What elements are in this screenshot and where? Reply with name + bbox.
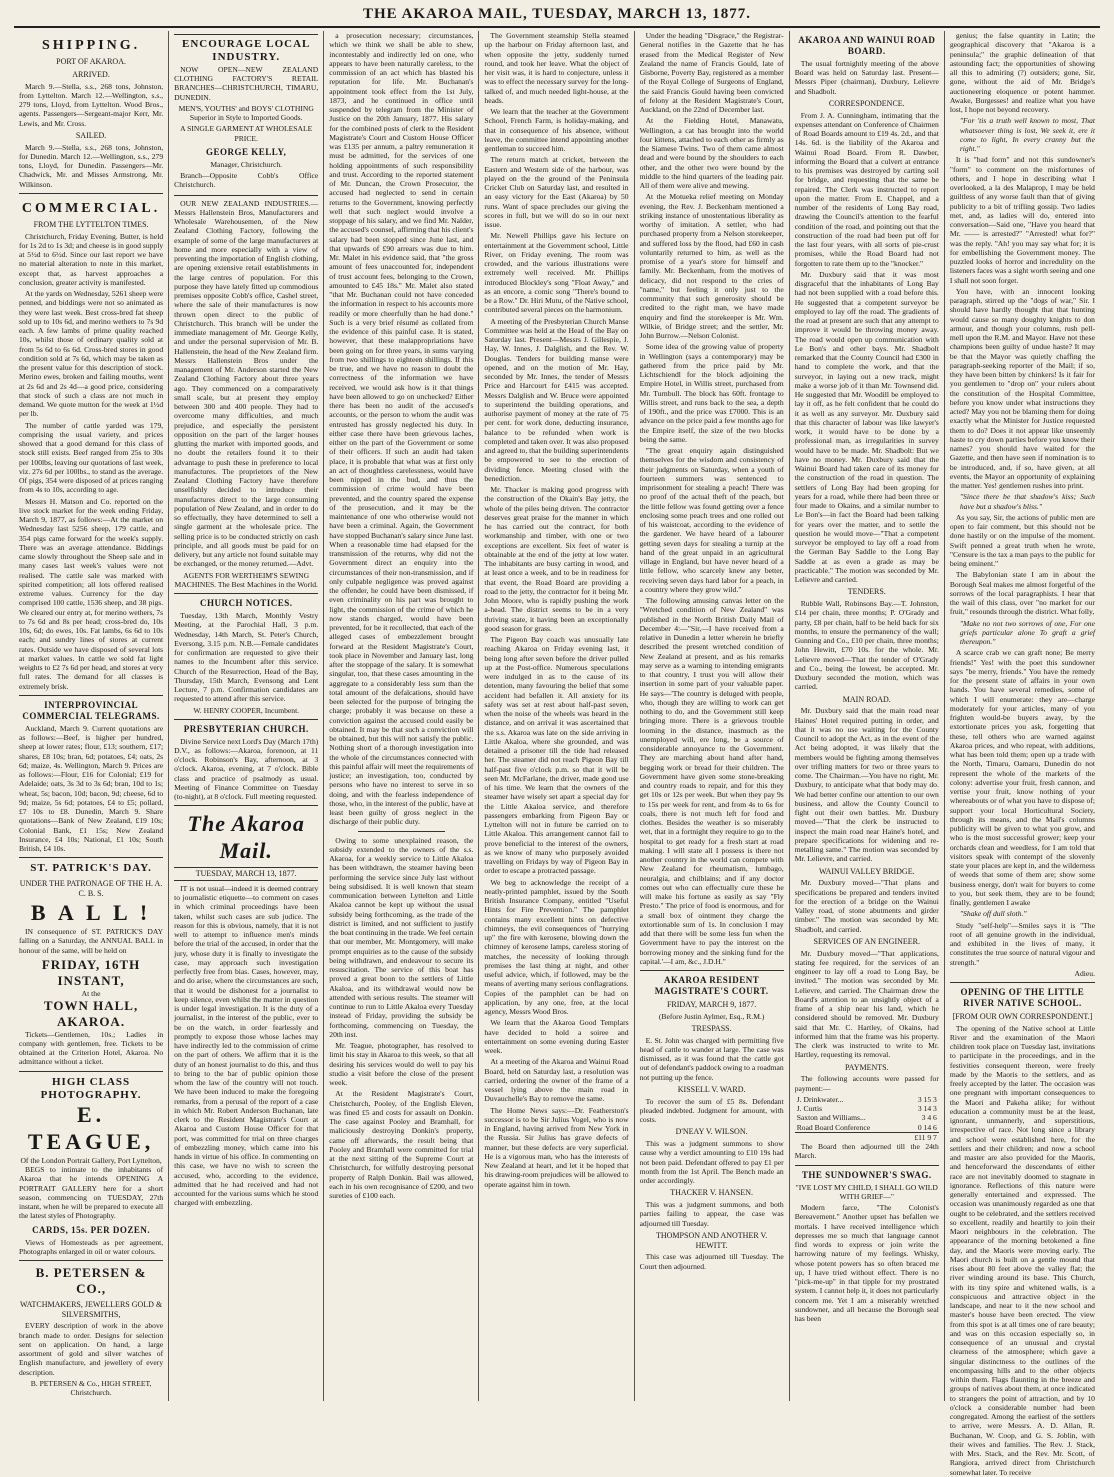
sailed-heading: SAILED.	[75, 130, 107, 140]
rm-case-text: This case was adjourned till Tuesday. The Court then adjourned.	[639, 1252, 784, 1271]
column-4	[479, 31, 634, 1401]
news-paragraph: Under the heading "Disgrace," the Registrar-General notifies in the Gazette that he has erased from the Medical Register of New Zealand the name of Francis Gould, late of Gisborne, Poverty Bay, registered as a member of the Royal College of Surgeons of England, the said Francis Gould having been convicted of felony at the Resident Magistrate's Court, Auckland, on the 22nd of December last.	[639, 31, 784, 114]
verse: "Shake off dull sloth."	[959, 909, 1027, 919]
payment-name: J. Drinkwater...	[796, 1094, 844, 1104]
correspondence-heading: CORRESPONDENCE.	[828, 98, 905, 108]
engineer-text: Mr. Duxbury moved—"That applications, stating fee required, for the services of an engineer to lay off a road to Long Bay, be invited." The motion was seconded by Mr. Lelievre, and carried. The Chairman drew the Board's attention to an unsightly object of a frame of a ship near his land, which he considered should be removed. Mr. Duxbury said that Mr. C. Hartley, of Okains, had informed him that the frame was his property. The clerk was instructed to write to Mr. Hartley, requesting its removal.	[794, 948, 939, 1060]
news-paragraph: Mr. Teague, photographer, has resolved to limit his stay in Akaroa to this week, so that all desiring his services would do well to pay his studio a visit before the close of the present week.	[329, 1041, 474, 1087]
news-paragraph: "The great enquiry again distinguished themselves for the wisdom and consistency of their judgments on Saturday, when a youth of fourteen summers was sentenced to imprisonment for stealing a peach! There was no proof of the actual theft of the peach, but the little fellow was found getting over a fence enclosing some peach trees and one rolled out of his waistcoat, according to the evidence of the gardener. We have heard of a labourer getting seven days for stealing a turnip at the hand of the great unpaid in an agricultural village in England, but have never heard of a little fellow, who scarcely knew any better, receiving seven days hard labor for a peach, in a country where they grow wild."	[639, 446, 784, 594]
news-paragraph: We learn that the Akaroa Good Templars have decided to hold a soiree and entertainment on some evening during Easter week.	[484, 1018, 629, 1055]
column-2	[169, 31, 324, 1401]
payments-row	[795, 1095, 939, 1104]
paper-dateline: TUESDAY, MARCH 13, 1877.	[174, 867, 318, 881]
rm-case-heading: KISSELL V. WARD.	[677, 1084, 746, 1094]
swag-heading: THE SUNDOWNER'S SWAG.	[801, 1169, 932, 1180]
presbyterian-text: Divine Service next Lord's Day (March 17th) D.V., as follows:—Akaroa, forenoon, at 11 o'clock. Robinson's Bay, afternoon, at 3 o'clock. Akaroa, evening, at 7 o'clock. Bible class and practice of psalmody as usual. Meeting of Finance Committee on Tuesday (to-night), at 8 o'clock. Full meeting requested.	[174, 736, 319, 802]
sewing-machines-ad: AGENTS FOR WERTHEIM'S SEWING MACHINES. The Best Machines in the World.	[174, 570, 318, 589]
main-road-text: Mr. Duxbury said that the main road near Haines' Hotel required putting in order, and that it was no use waiting for the County Council to adopt the Act, as in the event of the Act being adopted, it was likely that the members would be fighting among themselves over trifling matters for two or three years to come. The Chairman.—You have no right, Mr. Duxbury, to anticipate what that body may do. We had better confine our attention to our own business, and allow the County Council to fight out their own battles. Mr. Duxbury moved—"That the clerk be instructed to inspect the main road near Haine's hotel, and prepare specifications for widening and re-metalling same." The motion was seconded by Mr. Lelievre, and carried.	[794, 706, 939, 864]
clothing-ad-branch: Branch—Opposite Cobb's Office Christchurch.	[174, 171, 319, 190]
rm-court-date: FRIDAY, MARCH 9, 1877.	[666, 999, 757, 1009]
clothing-ad-name: GEORGE KELLY,	[206, 146, 287, 157]
main-road-heading: MAIN ROAD.	[842, 694, 891, 704]
news-paragraph: We learn that the teacher at the Government School, French Farm, is holiday-making, and that in consequence of his absence, without leave, the committee intend appointing another gentleman to succeed him.	[484, 107, 629, 153]
port-heading: PORT OF AKAROA.	[56, 57, 126, 67]
paper-title: The Akaroa Mail.	[187, 811, 305, 864]
divider	[19, 1260, 163, 1261]
editorial-text: IT is not usual—indeed it is deemed contrary to journalistic etiquette—to comment on cases in which criminal proceedings have been taken, whilst such cases are sub judice. The reason for this is obvious, namely, that it is not well to attempt to influence men's minds before the trial of the accused, in order that the jury, whose duty it is finally to investigate the case, may approach such investigation perfectly free from bias. Cases, however, may, and do arise, where the circumstances are such, that it would be dishonest for a journalist to keep silence, even whilst the matter in question is under legal investigation. It is the duty of a journalist, in the interest of the public, ever to be on the watch, in order fearlessly and promptly to expose those whose laches may have indirectly led to the commission of crime on the part of others. We affirm that it is the duty of an honest journalist to do this, and thus to bring to the bar of public opinion those whom the law of the country will not touch. We have been induced to make the foregoing remarks, from a perusal of the report of a case in which Mr. Robert Anderson Buchanan, late clerk to the Resident Magistrate's Court at Akaroa and Custom House Officer for that port, was committed for trial on three charges of embezzling money, which came into his hands in virtue of his office. In commenting on this case, we have no wish to screen the accused, who, according to the evidence, admitted that he had received and had not accounted for the various sums which he stood charged with embezzling.	[174, 883, 319, 1208]
clothing-ad-text: A SINGLE GARMENT AT WHOLESALE PRICE.	[180, 124, 313, 143]
commercial-paragraph: Messrs H. Matson and Co. reported on the live stock market for the week ending Friday, March 9, 1877, as follows:—At the market on Wednesday last 5256 sheep, 179 cattle, and 354 pigs came forward for the week's supply. There was an average attendance. Biddings came slowly throughout the Sheep sale and in many cases last week's values were not realised. The cattle sale was marked with spirited competition; all lots offered realised extreme values. Currency for the day comprised 100 cattle, 1536 sheep, and 38 pigs. We cleared our entry at, for merino wethers, 7s to 7s 6d and 8s per head; cross-bred do, 10s 10s, 6d; do ewes, 10s. Fat lambs, 6s 6d to 10s each; and sundry lines of stores at current rates. Outside we have disposed of several lots at market values. In cattle we sold fat light weights to £2 7s 6d per head, and stores at very full rates. The demand for all classes is extremely brisk.	[19, 496, 164, 691]
divider	[174, 719, 318, 720]
ball-text: IN consequence of ST. PATRICK'S DAY falling on a Saturday, the ANNUAL BALL in honour of the same, will be held on	[19, 927, 164, 955]
petersen-sub: WATCHMAKERS, JEWELLERS GOLD & SILVERSMITHS,	[19, 1299, 163, 1319]
stpatrick-patronage: UNDER THE PATRONAGE OF THE H. A. C. B. S.	[19, 878, 163, 898]
payments-row	[795, 1113, 939, 1122]
news-paragraph: Mr. Thacker is making good progress with the construction of the Okain's Bay jetty, the whole of the piles being driven. The contractor deserves great praise for the manner in which he has carried out the contract, for both workmanship and timber, with one or two exceptions are excellent. Six feet of water is obtainable at the end of the jetty at low water. The inhabitants are busy carting in wood, and at least once a week, and to be in readiness for that event, the Road Board are providing a road to the jetty, the contractor for it being Mr. John Moore, who is rapidly pushing the work a-head. The district seems to be in a very thriving state, it having been an exceptionally good season for grass.	[484, 485, 629, 633]
divider	[19, 193, 163, 194]
swag-sign: Adieu.	[1074, 968, 1095, 978]
photo-name: E. TEAGUE,	[27, 1102, 155, 1155]
clothing-ad-text: MEN'S, YOUTHS' and BOYS' CLOTHING Superior in Style to Imported Goods.	[178, 103, 314, 123]
rm-case-text: This was a judgment summons, and both parties failing to appear, the case was adjourned till Tuesday.	[639, 1200, 784, 1228]
payment-amount: 0 14 6	[917, 1122, 937, 1132]
news-paragraph: We beg to acknowledge the receipt of a neatly-printed pamphlet, issued by the South British Insurance Company, entitled "Useful Hints for Fire Prevention." The pamphlet contains many excellent hints on defective chimneys, the evil consequences of "hurrying up" the fire with kerosene, blowing down the chimney of kerosene lamps, careless storing of matches, the necessity of looking through premises the last thing at night, and other useful advice, which, if followed, may be the means of averting many serious conflagrations. Copies of the pamphlet can be had on application, by any one, free, at the local agency, Messrs Wood Bros.	[484, 877, 629, 1016]
rm-trespass-text: E. St. John was charged with permitting five head of cattle to wander at large. The case was dismissed, as it was found that the cattle got out of defendant's paddock owing to a roadman not putting up the fence.	[639, 1035, 784, 1082]
rm-case-heading: THOMPSON AND ANOTHER V. HEWITT.	[655, 1230, 768, 1250]
ball-heading: B A L L !	[30, 900, 152, 926]
clothing-ad-text: NOW OPEN—NEW ZEALAND CLOTHING FACTORY'S RETAIL BRANCHES—CHRISTCHURCH, TIMARU, DUNEDIN.	[174, 64, 319, 102]
news-paragraph: Mr. Newell Phillips gave his lecture on entertainment at the Government school, Little River, on Friday evening. The room was crowded, and the various illustrations were extremely well received. Mr. Phillips introduced Blockley's song "Float Away," and as an encore, a comic song "There's bound to be a Row." Dr. Hiri Mutu, of the Native school, contributed several pieces on the harmonium.	[484, 231, 629, 315]
news-paragraph: The Home News says:—Dr. Featherston's successor is to be Sir Julius Vogel, who is now in England, having arrived from New York in the Russia. Sir Julius has grave defects of manner, but these defects are very superficial. He is a vigorous man, who has the interests of New Zealand at heart, and let it be hoped that his drawing-room prejudices will be allowed to operate against him in town.	[484, 1105, 629, 1189]
divider	[795, 1165, 939, 1166]
verse: "For 'tis a truth well known to most, That whatsoever thing is lost, We seek it, ere it come to light, In every cranny but the right."	[959, 116, 1095, 153]
swag-paragraph: It is "bad form" and not this sundowner's "form" to comment on the misfortunes of others, and I hope in describing what I overlooked, a la des Malaprop, I may be held guiltless of any worse fault than that of giving publicity to a bit of trifling gossip. Two ladies met, and, as ladies will do, entered into conversation—Said one, "Have you heard that Mr. —— is arrested?" "Arrested! what for?" was the reply. "Ah! you may say what for; it is for embellishing the Government money. The puzzled looks of horror and incredulity on the listeners faces was a sight worth seeing and one I shall not soon forget.	[949, 155, 1095, 285]
ball-at: At the	[81, 988, 101, 998]
arrived-text: March 9.—Stella, s.s., 268 tons, Johnston, from Lyttelton. March 12.—Wellington, s.s., 279 tons, Lloyd, from Lyttelton. Wood Bros., agents. Passengers—Sergeant-major Kerr, Mr. Lewis, and Mr. Cross.	[19, 81, 164, 128]
petersen-sign: B. PETERSEN & Co., HIGH STREET, Christchurch.	[30, 1378, 152, 1398]
divider	[640, 970, 784, 971]
rm-case-text: To recover the sum of £5 8s. Defendant pleaded indebted. Judgment for amount, with costs.	[639, 1096, 784, 1125]
sailed-text: March 9.—Stella, s.s., 268 tons, Johnston, for Dunedin. March 12.—Wellington, s.s., 279 tons, Lloyd, for Dunedin. Passengers—Mr. Chadwick, Mr. and Misses Armstrong, Mr. Wilkinson.	[19, 142, 164, 189]
commercial-paragraph: The number of cattle yarded was 179, comprising the usual variety, and prices showed that a good demand for this class of stock still exists. Beef ranged from 25s to 30s per 100lbs, leaving our quotations of last week, viz. 27s 6d per 100lbs., to stand as the average. Of pigs, 354 were disposed of at prices ranging from 4s to 10s, according to age.	[19, 420, 164, 495]
wainui-bridge-text: Mr. Duxbury moved—"That plans and specifications be prepared and tenders invited for the erection of a bridge on the Wainui Valley road, of stone abutments and girder timber." The motion was seconded by Mr. Shadbolt, and carried.	[794, 878, 939, 934]
petersen-text: EVERY description of work in the above branch made to order. Designs for selection sent on application. On hand, a large assortment of gold and silver watches of English manufacture, and jewellery of every description.	[19, 1321, 164, 1377]
news-paragraph: At the Fielding Hotel, Manawatu, Wellington, a cat has brought into the world four kittens, attached to each other as firmly as the Siamese Twins. Two of them came almost dead and were bound by the shoulders to each other, and the other two were bound by the middle to the hind quarters of the leading pair. All of them were alive and mewing.	[639, 116, 784, 190]
arrived-heading: ARRIVED.	[72, 69, 110, 79]
rm-case-heading: THACKER V. HANSEN.	[670, 1188, 754, 1198]
verse: "Since there be that shadow's kiss; Such have but a shadow's bliss."	[959, 492, 1095, 511]
payment-amount: 3 4 6	[921, 1113, 937, 1123]
rm-trespass-heading: TRESPASS.	[691, 1023, 732, 1033]
payments-table	[795, 1095, 939, 1142]
intercolonial-heading: INTERPROVINCIAL COMMERCIAL TELEGRAMS.	[22, 699, 160, 721]
payment-amount: 3 15 3	[917, 1094, 937, 1104]
swag-paragraph: You have, with an innocent looking paragraph, stirred up the "dogs of war," Sir. I should have hardly thought that that hunting would cause so many doughty knights to don armour, and though your columns, rush pell-mell upon the R.M. and Mayor. Have not these champions been guilty of undue haste? It may be that the Mayor was quietly chaffing the paragraph-seeking reporter of the Mail; if so, they have been bitten by chinkers! Is it fair for you gentlemen to "drop on" your rulers about the constitution of the Hospital Committee, before you know under what instructions they acted? May you not be blaming them for doing exactly what the Minister for Justice requested them to do? Does it not appear like unseemly haste to cry down parties before you know their names? you should have waited for the Gazette, and then have seen if nomination is to be introduced, and, if so, have given, at all events, the Mayor an opportunity of explaining the matter. Yes! gentlemen rushes into print.	[949, 286, 1095, 490]
rm-court-before: (Before Justin Aylmer, Esq., R.M.)	[658, 1011, 765, 1021]
commercial-paragraph: At the yards on Wednesday, 5261 sheep were penned, and biddings were not so animated as they were last week. Best cross-bred fat sheep sold up to 10s 6d, and merino wethers to 7s 9d each. A few lambs of prime quality reached 10s, whilst those of ordinary quality sold at from 5s 6d to 6s 6d. Cross-bred stores in good condition sold at 7s 6d, which may be taken as the present value for this description of stock. Merino ewes, broken and failing mouths, went at 2s 6d and 2s 4d—a good price, considering that stock of such a class are not much in demand. We quote mutton for the week at 1½d per lb.	[19, 289, 164, 419]
masthead: THE AKAROA MAIL, TUESDAY, MARCH 13, 1877.	[14, 4, 1100, 28]
clothing-ad	[174, 34, 318, 196]
engineer-heading: SERVICES OF AN ENGINEER.	[813, 936, 921, 946]
stpatrick-heading: ST. PATRICK'S DAY.	[30, 862, 152, 875]
divider	[950, 982, 1095, 983]
news-paragraph: At the Motueka relief meeting on Monday evening, the Rev. J. Beckenham mentioned a striking instance of unostentatious liberality as worthy of imitation. A settler, who had purchased property from a Nelson storekeeper, and suffered loss by the flood, had £60 in cash voluntarily returned to him, as well as the promise of a year's store for himself and family. Mr. Beckenham, from the motives of delicacy, did not respond to the cries of "name," but feeling it only just to the community that such generosity should be credited to the right man, we have made enquiry and find the storekeeper is Mr. Wm. Wilkie, of Bridge street; and the settler, Mr. John Burrow.—Nelson Colonist.	[639, 192, 784, 340]
column-7	[945, 31, 1100, 1477]
presbyterian-heading: PRESBYTERIAN CHURCH.	[183, 723, 309, 734]
columns	[14, 31, 1100, 1477]
column-5	[635, 31, 790, 1401]
column-1	[14, 31, 169, 1401]
commercial-subheading: FROM THE LYTTELTON TIMES.	[33, 219, 149, 229]
petersen-heading: B. PETERSEN & CO.,	[35, 1265, 147, 1297]
road-board-heading: AKAROA AND WAINUI ROAD BOARD.	[798, 35, 936, 56]
payments-heading: PAYMENTS.	[844, 1062, 889, 1072]
news-paragraph: At the Resident Magistrate's Court, Christchurch, Pooley, of the English Eleven, was fined £5 and costs for assault on Donkin. The case against Pooley and Bramhall, for maliciously destroying Donkin's property, came off afterwards, the result being that Pooley and Bramhall were committed for trial at the next sitting of the Supreme Court at Christchurch, for wilfully destroying personal property of Ralph Donkin. Bail was allowed, each in his own recognisance of £200, and two sureties of £100 each.	[329, 1089, 474, 1200]
verse: "Make no not two sorrows of one, For one griefs particular alone To graft a grief thereupon."	[959, 618, 1095, 646]
native-school-sub: [FROM OUR OWN CORRESPONDENT.]	[952, 1011, 1093, 1021]
news-paragraph: The return match at cricket, between the Eastern and Western side of the harbour, was played on the the ground of the Peninsula Cricket Club on Saturday last, and resulted in an easy victory for the East (Akaroa) by 50 runs. Want of space precludes our giving the scores in full, but we will do so in our next issue.	[484, 155, 629, 229]
church-heading: CHURCH NOTICES.	[199, 598, 293, 609]
adjourned-text: The Board then adjourned till the 24th March.	[794, 1142, 939, 1161]
rm-case-text: This was a judgment summons to show cause why a verdict amounting to £10 19s had not been paid. Defendant offered to pay £1 per month from the 1st April. The Bench made an order accordingly.	[639, 1139, 784, 1186]
swag-continued: genius; the false quantity in Latin; the geographical discovery that "Akaroa is a peninsula;" the graphic delineation of that astounding fact; the opportunities of showing all this to admiring (?) outsiders; gone, Sir, gone, without the aid of Mr. Bridge's auctioneering eloquence or potent hammer. Awake, Burgesses! and realize what you have lost, I hope not beyond recovery.	[949, 31, 1095, 114]
photo-text: BEGS to intimate to the inhabitants of Akaroa that he intends OPENING A PORTRAIT GALLERY here for a short season, commencing on TUESDAY, 27th instant, when he will be prepared to execute all the latest styles of Photography.	[19, 1165, 164, 1221]
rm-court-heading: AKAROA RESIDENT MAGISTRATE'S COURT.	[654, 975, 769, 996]
swag-paragraph: A scarce crab we can graft none; Be merry friends!" Yes! with the poet this sundowner says "be merry, friends." You have the remedy for the present state of affairs in your own hands. You have several remedies, some of which I will enumerate: they are—charge moderately for your articles, many of you frighten would-be buyers away, by the extortionate prices you ask, forgetting that these, tell others who are warned against Akaroa prices, and who repeat, with additions, what has been told them; open up a trade with the North, Timaru, Oamaru, Dunedin do not represent the whole of the markets of the colony: advertise your fruit, fresh cannon, and vertise your fruit, know nothing of your whereabouts or of what you have to dispose of; support your local Horticultural Society, through its means, and the Mail's columns publicity will be given to what you grow, and who is the most successful grower; keep your orchards clean and weedless, for I am told that visitors speak with contempt of the slovenly state your places are kept in, and the wilderness of weeds that some of them are; show some business energy, don't wait for buyers to come to you, but seek them, they are to be found; finally, gentlemen I awake	[949, 648, 1095, 907]
shipping-heading: SHIPPING.	[41, 38, 141, 53]
news-paragraph: Some idea of the growing value of property in Wellington (says a contemporary) may be gathered from the price paid by Mr. Lichtschiendl for the block adjoining the Empire Hotel, in Willis street, purchased from Mr. Turnbull. The block has 60ft. frontage to Willis street, and runs back to the sea, a depth of 190ft., and the price was £7000. This is an advance on the price paid a few months ago for the Empire itself, the size of the two blocks being the same.	[639, 342, 784, 444]
ball-tickets: Tickets—Gentlemen, 10s.; Ladies in company with gentlemen, free. Tickets to be obtained at the Criterion Hotel, Akaroa. No admittance without a ticket.	[19, 1029, 164, 1067]
industries-paragraph: OUR NEW ZEALAND INDUSTRIES.—Messrs Hallenstein Bros, Manufacturers and Wholesale Warehousemen, of the New Zealand Clothing Factory, following the example of some of the large manufacturers at home and more especially with a view of preventing the importation of English clothing, are opening extensive retail establishments in the large centres of population. For this purpose they have lately fitted up commodious premises opposite Cobb's office, Cashel street, where the sale of their manufactures is now thrown open direct to the public of Christchurch. This branch will be under the immediate management of Mr. George Kelly, and under the personal supervision of Mr. B. Hallenstein, the head of the New Zealand firm. Messrs Hallenstein Bros under the management of Mr. Anderson started the New Zealand Clothing Factory about three years ago. They commenced on a comparatively small scale, but at present they employ between 300 and 400 people. They had to overcome many difficulties, and much prejudice, and especially the persistent opposition on the part of the larger houses glutting the market with imported goods, and no doubt the retailers found it to their advantage to push these in preference to local manufactures. The proprietors of the New Zealand Clothing Factory have therefore unselfishly decided to introduce their manufactures direct to the large consuming population of New Zealand, and in order to do so effectually, they have determined to sell a single garment at the wholesale price. The selling price is to be conducted strictly on cash principle, and all goods must be paid for on delivery, but any article not found suitable may be exchanged, or the money returned.—Advt.	[174, 198, 319, 569]
payments-total: £11 9 7	[899, 1132, 939, 1142]
photo-price: CARDS, 15s. PER DOZEN.	[32, 1224, 151, 1235]
tenders-heading: TENDERS.	[847, 587, 886, 597]
church-sign: W. HENRY COOPER, Incumbent.	[193, 705, 300, 715]
tenders-text: Rubble Wall, Robinsons Bay.—T. Johnston, £14 per chain, three months; P. O'Grady and party, £8 per chain, half to be held back for six months, to ensure the permanency of the wall; Gunning and Co., £10 per chain, three months; John Hewitt, £70 10s. for the whole. Mr. Lelievre moved—That the tender of O'Grady and Co., being the lowest, be accepted. Mr. Duxbury seconded the motion, which was carried.	[794, 599, 939, 692]
column-3	[324, 31, 479, 1401]
road-board-discussion: Mr. Duxbury said that it was most disgraceful that the inhabitants of Long Bay had not been supplied with a road before this. He suggested that a competent surveyor be employed to lay off the road. The gradients of the road at present are such that any attempt to improve it would be throwing money away. The road would open up communication with Le Bon's and other bays. Mr. Shadbolt remarked that the County Council had £300 in hand to complete the work, and that the surveyor, in laying out a new track, might make a worse job of it than Mr. Townsend did. He suggested that Mr. Woodill be employed to lay it off, as he felt confident that he could do it as well as any surveyor. Mr. Duxbury said that this character of labour was like lawyer's work, it would have to be done by a professional man, as irregularities in survey would have to be made. Mr. Shadbolt: But we have no money. Mr. Duxbury said that the Wainui Board had taken care of its money for the construction of the road in question. The settlers of Long Bay had been groping for years for a road, while there had been three or four made to Okains, and a similar number to Le Bon's—in fact the Board had been talking for years over the matter, and to settle the question he would move—"That a competent surveyor be employed to lay off a road from the German Bay Saddle to the Long Bay Saddle at as even a grade as may be practicable." The motion was seconded by Mr. Lelievre and carried.	[794, 269, 939, 585]
photo-sub: Of the London Portrait Gallery, Port Lyttelton,	[20, 1155, 162, 1165]
payment-name: Road Board Conference	[796, 1122, 871, 1132]
native-school-text: The opening of the Native school at Little River and the examination of the Maori children took place on Tuesday last, invitations to participate in the proceedings, and in the festivities consequent thereon, were freely made by the Maoris to the settlers, and as freely accepted by the latter. The occasion was one pregnant with important consequences to the Maori and Pakeha alike; for without education a community must be at the least, ignorant, unmannerly, and superstitious, irrespective of race. Not long since a library and school were established here, for the settlers and their children; and now a school and master are also provided for the Maoris, and henceforward the descendants of either race are not inevitably doomed to stagnate in ignorance. Reflections of this nature were generally entertained and expressed. The occasion was unanimously regarded as one that ought to be celebrated, and the settlers received so excellent, readily and heartily to join their Maori neighbours in the celebration. The appearance of the morning betokened a fine day, and the Maoris were moving early. The Maori church is built on a gentle mound that rises about 80 feet above the valley flat; the river winding around its base. This Church, with its tiny spire and whitened walls, is a conspicuous and attractive object in the landscape, and near to it the new school and master's house have been erected. The view from this spot is at all times one of rare beauty; and was on this occasion especially so, in consequence of an unusual and crystal clearness of the atmosphere; which gave a singular distinctness to the outlines of the encompassing hills and to the other objects within them. Flags flaunting in the breeze and groups of natives about them, at once indicated to strangers the point of attraction, and by 10 o'clock a considerable number had been congregated. Among the earliest of the settlers to arrive, were Messrs. A. D. Allan, R. Buchanan, W. Coop, and G. S. Joblin, with their wives and families. The Rev. J. Stack, with Mrs. Stack, and the Rev. Mr. Scott, of Rangiora, arrived direct from Christchurch somewhat later. To receive	[949, 1023, 1095, 1477]
divider	[19, 1071, 163, 1072]
payments-row	[795, 1104, 939, 1113]
road-board-text: The usual fortnightly meeting of the above Board was held on Saturday last. Present—Messrs Piper (chairman), Duxbury, Lelievre and Shadbolt.	[794, 58, 939, 96]
clothing-ad-role: Manager, Christchurch.	[210, 159, 283, 169]
photo-views: Views of Homesteads as per agreement, Photographs enlarged in oil or water colours.	[19, 1237, 164, 1256]
news-paragraph: A meeting of the Presbyterian Church Manse Committee was held at the Head of the Bay on Saturday last. Present—Messrs J. Gillespie, J. Hay, W. Innes, J. Dalglish, and the Rev. W. Douglas. Tenders for building manse were opened, and on the motion of Mr. Hay, seconded by Mr. Innes, the tender of Messrs Price and Harcourt for £415 was accepted. Messrs Dalglish and W. Bruce were appointed to superintend the building operations, and authorise payment of money at the rate of 75 per cent. for work done, deducting insurance, balance to be refunded when work is completed and taken over. It was also proposed and agreed to, that the building superintendents be empowered to see to the erection of dividing fence. Meeting closed with the benediction.	[484, 316, 629, 483]
divider	[358, 831, 444, 832]
divider	[174, 805, 318, 806]
ball-venue: TOWN HALL, AKAROA.	[43, 997, 139, 1029]
commercial-heading: COMMERCIAL.	[21, 200, 161, 216]
photo-heading: HIGH CLASS PHOTOGRAPHY.	[40, 1075, 142, 1101]
divider	[174, 593, 318, 594]
payments-total-row	[795, 1132, 939, 1142]
news-paragraph: At a meeting of the Akaroa and Wainui Road Board, held on Saturday last, a resolution was carried, ordering the owner of the frame of a vessel lying above the main road in Duvauchelle's Bay to remove the same.	[484, 1057, 629, 1104]
swag-paragraph: The Babylonian state I am in about the Borough Seal makes me almost forgetful of the sorrows of the local paragraphists. I hear that the wail of this class, over "no market for our fruit," resounds through the district. What folly,	[949, 570, 1095, 617]
clothing-ad-heading: ENCOURAGE LOCAL INDUSTRY.	[182, 38, 311, 64]
swag-paragraph: As you say, Sir, the actions of public men are open to fair comment, but this should not be done hastily or on the impulse of the moment. Swift penned a great truth when he wrote, "Censure is the tax a man pays to the public for being eminent."	[949, 512, 1095, 568]
news-paragraph: The following amusing canvas letter on the "Wretched condition of New Zealand" was published in the North British Daily Mail of December 4:—"Sir,—I have received from a relative in Dunedin a letter wherein he briefly described the present wretched condition of New Zealand at present, and as his remarks may serve as a warning to intending emigrants to that country, I trust you will allow their insertion in some part of your valuable paper. He says—'The country is deluged with people, who, though they are willing to work can get nothing to do, and the Government still keep bringing more. There is a grievous trouble looming in the distance, inasmuch as the unemployed will, ere long, be a source of considerable annoyance to the Government. They are marching about hand after hand, begging work or bread for their children. The Government have given some stone-breaking and country roads to repair, and for this they get 10s or 12s per week. But when they pay 9s to 15s per week for rent, and from 4s to 6s for coals, there is not much left for food and clothes. Besides the weather is so miserably wet, that in a fortnight they require to go to the hospital to get ready for a fresh start at road making. I will state all I possess is there not another country in the world can compete with New Zealand for rheumatism, lumbago, neuralgia, and chilblains; and if any doctor comes out who can effectually cure these he will make his fortune as easily as say "Fly Presto." The price of food is enormous, and for a small box of ointment they charge the extortionable sum of 1s. In conclusion I may add that there will be some less fun when the Government have to pay the interest on the borrowing money and the sinking fund for the capital.'—I am, &c., J.D.H."	[639, 596, 784, 966]
column-6	[790, 31, 945, 1401]
swag-text: Modern farce, "The Colonist's Bereavement." Another upset has befallen we mortals. I have received intelligence which depresses me so much that language cannot find words to express or join write the harrowing nature of my feelings. Whisky, whose potent powers has so often braced me up, I have tried without effect. There is no "pick-me-up" in that tipple for my prostrated system. I cannot help it, it does not particularly concern me. Yet I am a miserably wretched sundowner, and all because the Borough seal has been	[794, 1203, 939, 1324]
news-paragraph: The Government steamship Stella steamed up the harbour on Friday afternoon last, and when opposite the jetty, suddenly turned round, and took her leave. What the object of her visit was, it is hard to conjecture, unless it was to effect the necessary survey for the long-talked of, and much needed light-house, at the heads.	[484, 31, 629, 105]
payment-name: J. Curtis	[796, 1104, 823, 1114]
native-school-heading: OPENING OF THE LITTLE RIVER NATIVE SCHOOL.	[960, 987, 1085, 1008]
intercolonial-text: Auckland, March 9. Current quotations are as follows:—Beef, is higher per hundred, sheep at lower rates; flour, £13; southern, £17; shares, £8 10s; bran, 6d; potatoes, £4; oats, 2s 6d; maize, 4s. Wellington, March 9. Prices are as follows:—Flour, £16 for Colonial; £19 for Adelaide; oats, 3s 3d to 3s 6d; bran, 10d to 1s; wheat, 5s; bacon, 10d; bacon, 9d; cheese, 6d to 9d; maize, 5s 6d; potatoes, £4 to £5; pollard, £7 10s to £8. Dunedin, March 9. Share quotations—Bank of New Zealand, £19 10s; Colonial Bank, £1 15s; New Zealand Insurance, £4 10s; National, £1 10s; South British, £4 10s.	[19, 723, 164, 854]
wainui-bridge-heading: WAINUI VALLEY BRIDGE.	[818, 866, 915, 876]
swag-paragraph: Study "self-help"—Smiles says it is "The root of all genuine growth in the individual, and exhibited in the lives of many, it constitutes the true source of natural vigour and strength."	[949, 920, 1095, 967]
divider	[19, 695, 163, 696]
divider	[19, 857, 163, 858]
payments-row	[795, 1123, 939, 1133]
commercial-paragraph: Christchurch, Friday Evening. Butter, is held for 1s 2d to 1s 3d; and cheese is in good supply at 5½d to 6½d. Since our last report we have no material alteration to note in this market, except that, as harvest approaches a conclusion, greater activity is manifested.	[19, 231, 164, 287]
news-paragraph: Owing to some unexplained reason, the subsidy extended to the owners of the s.s. Akaroa, for a weekly service to Little Akaloa has been withdrawn, the steamer having been performing the service since July last without being subsidised. It is well known that steam communication between Lyttelton and Little Akaloa cannot be kept up without the usual subsidy being forthcoming, as the trade of the district is limited, and not sufficient to justify the boat continuing in the trade. We feel certain that our member, Mr. Montgomery, will make prompt enquiries as to the cause of the subsidy being withdrawn, and endeavour to secure its resuscitation. The service of this boat has proved a great boon to the settlers of Little Akaloa, and its withdrawal would now be attended with serious results. The steamer will continue to run to Little Akaloa every Tuesday instead of Friday, providing the subsidy be forthcoming, commencing on Tuesday, the 20th inst.	[329, 835, 474, 1039]
rm-case-heading: D'NEAY V. WILSON.	[675, 1127, 748, 1137]
correspondence-text: From J. A. Cunningham, intimating that the expenses attendant on Conference of Chairmen of Road Boards amount to £19 4s. 2d., and that 14s. 6d. is the liability of the Akaroa and Wainui Road Board. From R. Dawber, informing the Board that a culvert at entrance to his premises was destroyed by carting soil for bridge, and requesting that the same be repaired. The Clerk was instructed to report upon the matter. From E. Chappel, and a number of the residents of Long Bay road, drawing the Council's attention to the fearful condition of the road, and pointing out that the construction of the road had been put off for the last four years, with all sorts of pie-crust promises, while the Road Board had not forgotten to rate them up to the "knocker."	[794, 110, 939, 268]
payment-amount: 3 14 3	[917, 1104, 937, 1114]
editorial-continued: a prosecution necessary; circumstances, which we think we shall be able to shew, incontestably and indirectly led on one, who appears to have been naturally careless, to the commission of an act which has blasted his reputation for life. Mr. Buchanan's appointment took effect from the 1st July, 1873, and he continued in office until suspended by telegram from the Minister of Justice on the 20th January, 1877. His salary for the combined posts of clerk to the Resident Magistrate's Court and Custom House Officer was £135 per annum, a paltry remuneration it must be admitted, for the services of one holding appointments of such responsibility and trust. According to the reported statement of Mr. Duncan, the Crown Prosecutor, the accused had neglected to send in certain returns to the Government, knowing perfectly well that such neglect would involve a stoppage of his salary, and we find Mr. Nalder, the accused's counsel, affirming that his client's salary had been stopped since June last, and that upwards of £90 arrears was due to him. Mr. Malet in his evidence said, that "the gross amount of fees unaccounted for, independent of trust account fees, belonging to the Crown, amounted to £45 18s." Mr. Malet also stated "that Mr. Buchanan could not have conceded the information in respect to his accounts more readily or more cheerfully than he had done." Such is a very brief résumé as collated from the evidence of this painful case. It is stated, however, that these malappropriations have been going on for three years, in sums varying from two shillings to eighteen shillings. If this be true, and we have no reason to doubt the correctness of the information we have received, we would ask how is it that things have been allowed to go on unchecked? Either there has been no audit of the accused's accounts, or the person to whom the audit was entrusted has grossly neglected his duty. In either case there have been grievous laches, either on the part of the Government or some of their officers. If such an audit had taken place, it is probable that what was at first only an act of thoughtless carelessness, would have been nipped in the bud, and thus the commission of crime would have been prevented, and the country spared the expense of the prosecution, and it may be the maintenance of one who otherwise would not have been a criminal. Again, the Government have stopped Buchanan's salary since June last. When a reasonable time had elapsed for the transmission of the returns, why did not the Government direct an enquiry into the circumstances of their non-transmission, and if only culpable negligence was proved against the offender, he could have been dismissed, if even criminality on his part was brought to light, the commission of the crime of which he now stands charged, would have been prevented, for be it recollected, that each of the alleged cases of embezzlement brought forward at the Resident Magistrate's Court, took place in November and January last, long after the stoppage of the salary. It is somewhat singular, too, that these cases amounting in the aggregate to a considerably less sum than the total amount of the defalcations, should have been selected for the purpose of bringing the charge; probably it was because on these a conviction against the accused could easily be obtained. It may be that such a conviction will be obtained, but this will not satisfy the public. Nothing short of a thorough investigation into the whole of the circumstances connected with this painful affair will meet the requirements of justice; an investigation, too, conducted by persons who have no interest to serve in so doing, and with the fearless independence of those, who, in the interest of the public, have at least been guilty of gross neglect in the discharge of their public duty.	[329, 31, 474, 827]
payments-intro: The following accounts were passed for payment:—	[794, 1074, 939, 1093]
swag-subheading: "IVE LOST MY CHILD, I SHALL GO WILD WITH GRIEF—"	[795, 1182, 938, 1201]
church-text: Tuesday, 13th March, Monthly Vestry Meeting, at the Parochial Hall, 3 p.m. Wednesday, 14th March, St. Peter's Church, Eversong, 3.15 p.m. N.B.—Female candidates for confirmation are requested to give their names to the Incumbent after this service. Church of the Resurrection, Head of the Bay, Thursday, 15th March, Evensong and Lent Lecture, 7 p.m. Confirmation candidates are requested to attend after this service.	[174, 611, 319, 704]
news-paragraph: The Pigeon Bay coach was unusually late reaching Akaroa on Friday evening last, it being long after seven before the driver pulled up at the Post-office. Numerous speculations were indulged in as to the cause of its detention, many favouring the belief that some accident had befallen it. All anxiety for its safety was set at rest about half-past seven, when the noise of the wheels was heard in the distance, and on arrival it was ascertained that the s.s. Akaroa was late on the side arriving in Little Akaloa, where she grounded, and was detained a prisoner till the tide had released her. The steamer did not reach Pigeon Bay till half-past five o'clock p.m. so that it will be seen Mr. McFarlane, the driver, made good use of his time. We learn that the owners of the steamer have wisely set apart a special day for the Little Akaloa service, and therefore passengers embarking from Pigeon Bay or Lyttelton will not in future be carried on to Little Akaloa. This arrangement cannot fail to prove beneficial to the interest of the owners, as we know of many who purposely avoided travelling on Fridays by way of Pigeon Bay in order to escape a protracted passage.	[484, 635, 629, 876]
payment-name: Saxton and Williams...	[796, 1113, 866, 1123]
ball-date: FRIDAY, 16TH INSTANT,	[41, 956, 141, 988]
